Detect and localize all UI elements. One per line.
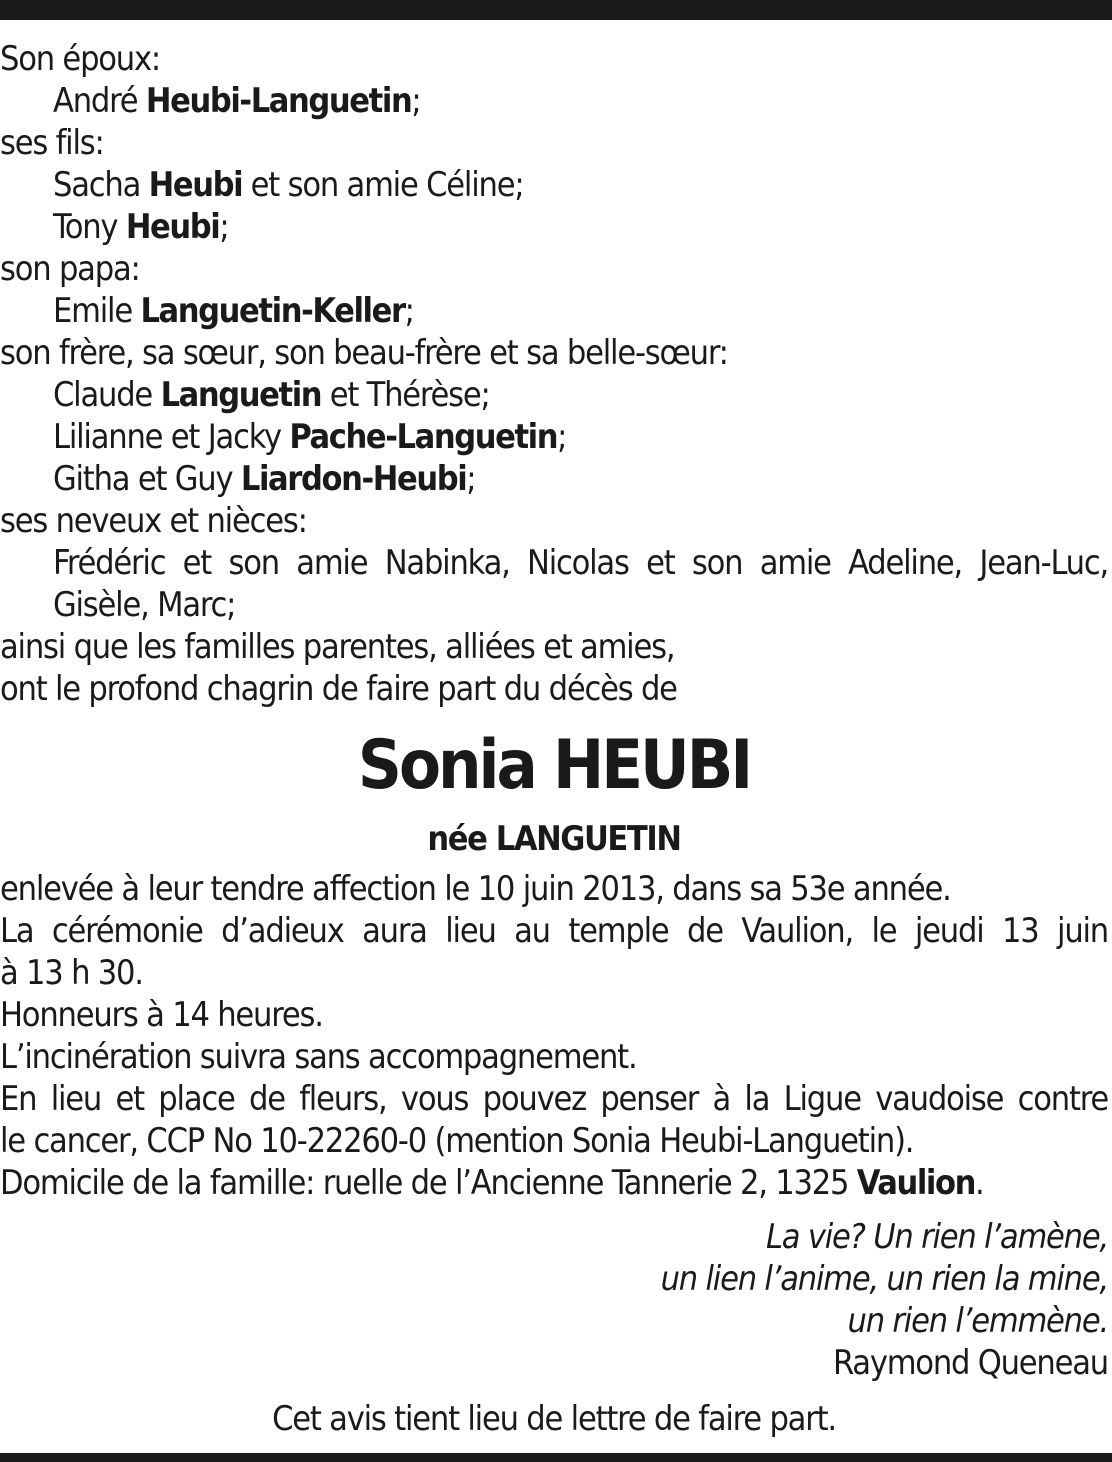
cremation-line: L’incinération suivra sans accompagnement.	[0, 1037, 637, 1077]
son2-first-name: Tony	[53, 207, 126, 247]
poem-verse-1: La vie? Un rien l’amène,	[765, 1217, 1108, 1257]
sibling1-last-name: Languetin	[160, 375, 322, 415]
domicile-town: Vaulion	[856, 1163, 975, 1203]
ceremony-line-2: à 13 h 30.	[0, 953, 143, 993]
ceremony-line-1: La cérémonie d’adieux aura lieu au temple de Vaulion, le jeudi 13 juin	[0, 911, 1108, 951]
poem-quote	[0, 1216, 1108, 1384]
domicile-address: Domicile de la famille: ruelle de l’Ancienne Tannerie 2, 1325	[0, 1163, 857, 1203]
husband-label: Son époux:	[0, 39, 160, 79]
sibling2-first-name: Lilianne et Jacky	[53, 417, 290, 457]
sibling-entry-3	[0, 458, 1108, 500]
nephews-line-2: Gisèle, Marc;	[53, 585, 236, 625]
flowers-line-1: En lieu et place de fleurs, vous pouvez penser à la Ligue vaudoise contre	[0, 1079, 1108, 1119]
father-last-name: Languetin-Keller	[140, 291, 405, 331]
husband-entry	[0, 80, 1108, 122]
passing-date-line: enlevée à leur tendre affection le 10 juin 2013, dans sa 53e année.	[0, 869, 951, 909]
sibling2-last-name: Pache-Languetin	[289, 417, 558, 457]
sibling-entry-1	[0, 374, 1108, 416]
siblings-label: son frère, sa sœur, son beau-frère et sa belle-sœur:	[0, 333, 728, 373]
sibling3-first-name: Githa et Guy	[53, 459, 241, 499]
son1-suffix: et son amie Céline;	[242, 165, 524, 205]
father-label: son papa:	[0, 249, 140, 289]
poem-author: Raymond Queneau	[832, 1343, 1108, 1383]
deceased-name-block	[0, 724, 1108, 860]
sibling-entry-2	[0, 416, 1108, 458]
poem-verse-3: un rien l’emmène.	[847, 1301, 1108, 1341]
maiden-name: née LANGUETIN	[427, 819, 681, 859]
honours-line: Honneurs à 14 heures.	[0, 995, 323, 1035]
sibling2-suffix: ;	[557, 417, 567, 457]
husband-first-name: André	[53, 81, 146, 121]
nephews-line-1: Frédéric et son amie Nabinka, Nicolas et son amie Adeline, Jean-Luc,	[53, 543, 1108, 583]
father-suffix: ;	[404, 291, 414, 331]
father-first-name: Emile	[53, 291, 141, 331]
flowers-line-2: le cancer, CCP No 10-22260-0 (mention Sonia Heubi-Languetin).	[0, 1121, 914, 1161]
son-entry-1	[0, 164, 1108, 206]
son2-suffix: ;	[219, 207, 229, 247]
son1-first-name: Sacha	[53, 165, 149, 205]
obituary-notice	[0, 38, 1108, 1440]
sibling1-suffix: et Thérèse;	[321, 375, 490, 415]
nephews-label: ses neveux et nièces:	[0, 501, 307, 541]
closing-note: Cet avis tient lieu de lettre de faire part.	[272, 1399, 836, 1439]
husband-suffix: ;	[411, 81, 421, 121]
husband-last-name: Heubi-Languetin	[145, 81, 412, 121]
top-border-bar	[0, 0, 1112, 20]
other-families: ainsi que les familles parentes, alliées et amies,	[0, 627, 675, 667]
domicile-line	[0, 1162, 1108, 1204]
sons-label: ses fils:	[0, 123, 104, 163]
son-entry-2	[0, 206, 1108, 248]
deceased-name: Sonia HEUBI	[357, 726, 751, 805]
announcement-line: ont le profond chagrin de faire part du décès de	[0, 669, 677, 709]
son1-last-name: Heubi	[148, 165, 243, 205]
son2-last-name: Heubi	[125, 207, 220, 247]
sibling1-first-name: Claude	[53, 375, 161, 415]
sibling3-last-name: Liardon-Heubi	[240, 459, 467, 499]
poem-verse-2: un lien l’anime, un rien la mine,	[660, 1259, 1108, 1299]
sibling3-suffix: ;	[466, 459, 476, 499]
bottom-border-bar	[0, 1453, 1112, 1462]
domicile-suffix: .	[974, 1163, 984, 1203]
father-entry	[0, 290, 1108, 332]
service-details	[0, 868, 1108, 1204]
